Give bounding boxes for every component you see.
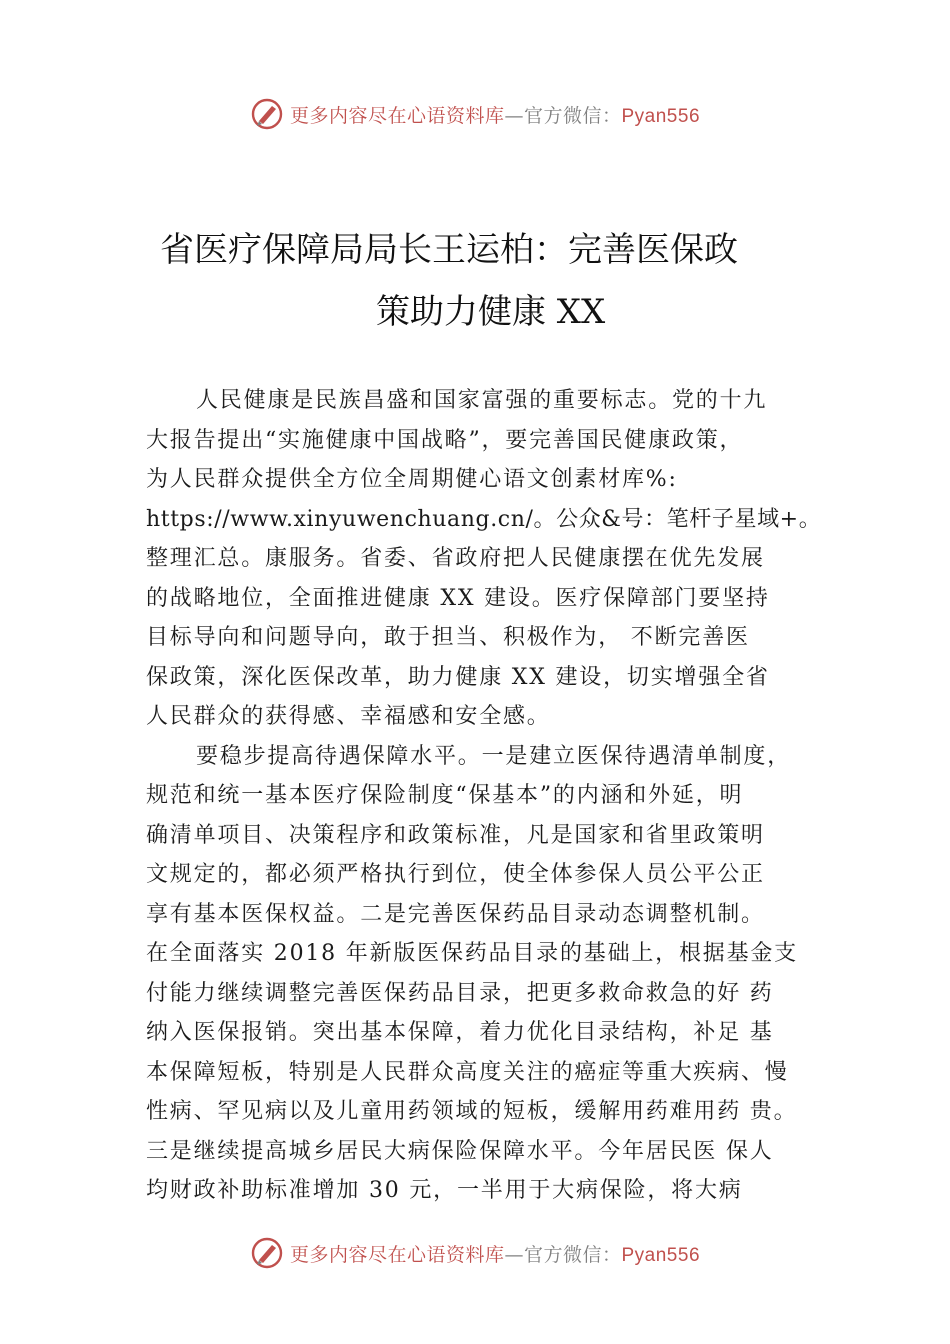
body-line: 文规定的，都必须严格执行到位，使全体参保人员公平公正 [146,862,765,887]
footer-banner-text [290,1240,700,1267]
body-line: 大报告提出“实施健康中国战略”，要完善国民健康政策， [146,427,744,453]
body-line: 享有基本医保权益。二是完善医保药品目录动态调整机制。 [146,901,765,927]
document-title-line-1: 省医疗保障局局长王运柏：完善医保政 [160,230,738,270]
body-line: 三是继续提高城乡居民大病保险保障水平。今年居民医 保人 [146,1138,774,1164]
body-line: 纳入医保报销。突出基本保障，着力优化目录结构，补足 基 [146,1020,774,1045]
footer-banner [0,1233,950,1273]
body-line: 目标导向和问题导向，敢于担当、积极作为， 不断完善医 [146,625,750,650]
footer-dash: — [504,1243,524,1266]
body-line: 确清单项目、决策程序和政策标准，凡是国家和省里政策明 [146,822,765,848]
body-line: 整理汇总。康服务。省委、省政府把人民健康摆在优先发展 [146,546,765,571]
body-line: 保政策，深化医保改革，助力健康 XX 建设，切实增强全省 [146,664,770,690]
body-line: 规范和统一基本医疗保险制度“保基本”的内涵和外延，明 [146,783,744,808]
header-wechat-id: Pyan556 [621,105,701,127]
pen-logo-icon [250,97,284,131]
body-line: 性病、罕见病以及儿童用药领域的短板，缓解用药难用药 贵。 [146,1099,798,1124]
body-line: 的战略地位，全面推进健康 XX 建设。医疗保障部门要坚持 [146,585,770,611]
body-line: 要稳步提高待遇保障水平。一是建立医保待遇清单制度， [196,743,792,769]
footer-wechat-id: Pyan556 [621,1244,701,1266]
body-line: 付能力继续调整完善医保药品目录，把更多救命救急的好 药 [146,980,774,1006]
footer-site-text: 更多内容尽在心语资料库 [289,1243,505,1266]
footer-wechat-label: 官方微信： [523,1243,622,1266]
body-line: 为人民群众提供全方位全周期健心语文创素材库%: [146,467,678,492]
body-line: 均财政补助标准增加 30 元，一半用于大病保险，将大病 [146,1178,743,1203]
body-line: 人民群众的获得感、幸福感和安全感。 [146,704,551,729]
header-dash: — [504,104,524,127]
body-line: 本保障短板，特别是人民群众高度关注的癌症等重大疾病、慢 [146,1059,789,1085]
body-line: https://www.xinyuwenchuang.cn/。公众&号：笔杆子星域+。 [146,506,822,532]
pen-logo-icon [250,1236,284,1270]
document-title-line-2: 策助力健康 XX [376,292,606,332]
body-line: 人民健康是民族昌盛和国家富强的重要标志。党的十九 [196,388,768,413]
header-wechat-label: 官方微信： [523,104,622,127]
header-site-text: 更多内容尽在心语资料库 [289,104,505,127]
body-line: 在全面落实 2018 年新版医保药品目录的基础上，根据基金支 [146,941,798,966]
document-body [146,381,846,1211]
header-banner [0,94,950,134]
header-banner-text [290,101,700,128]
